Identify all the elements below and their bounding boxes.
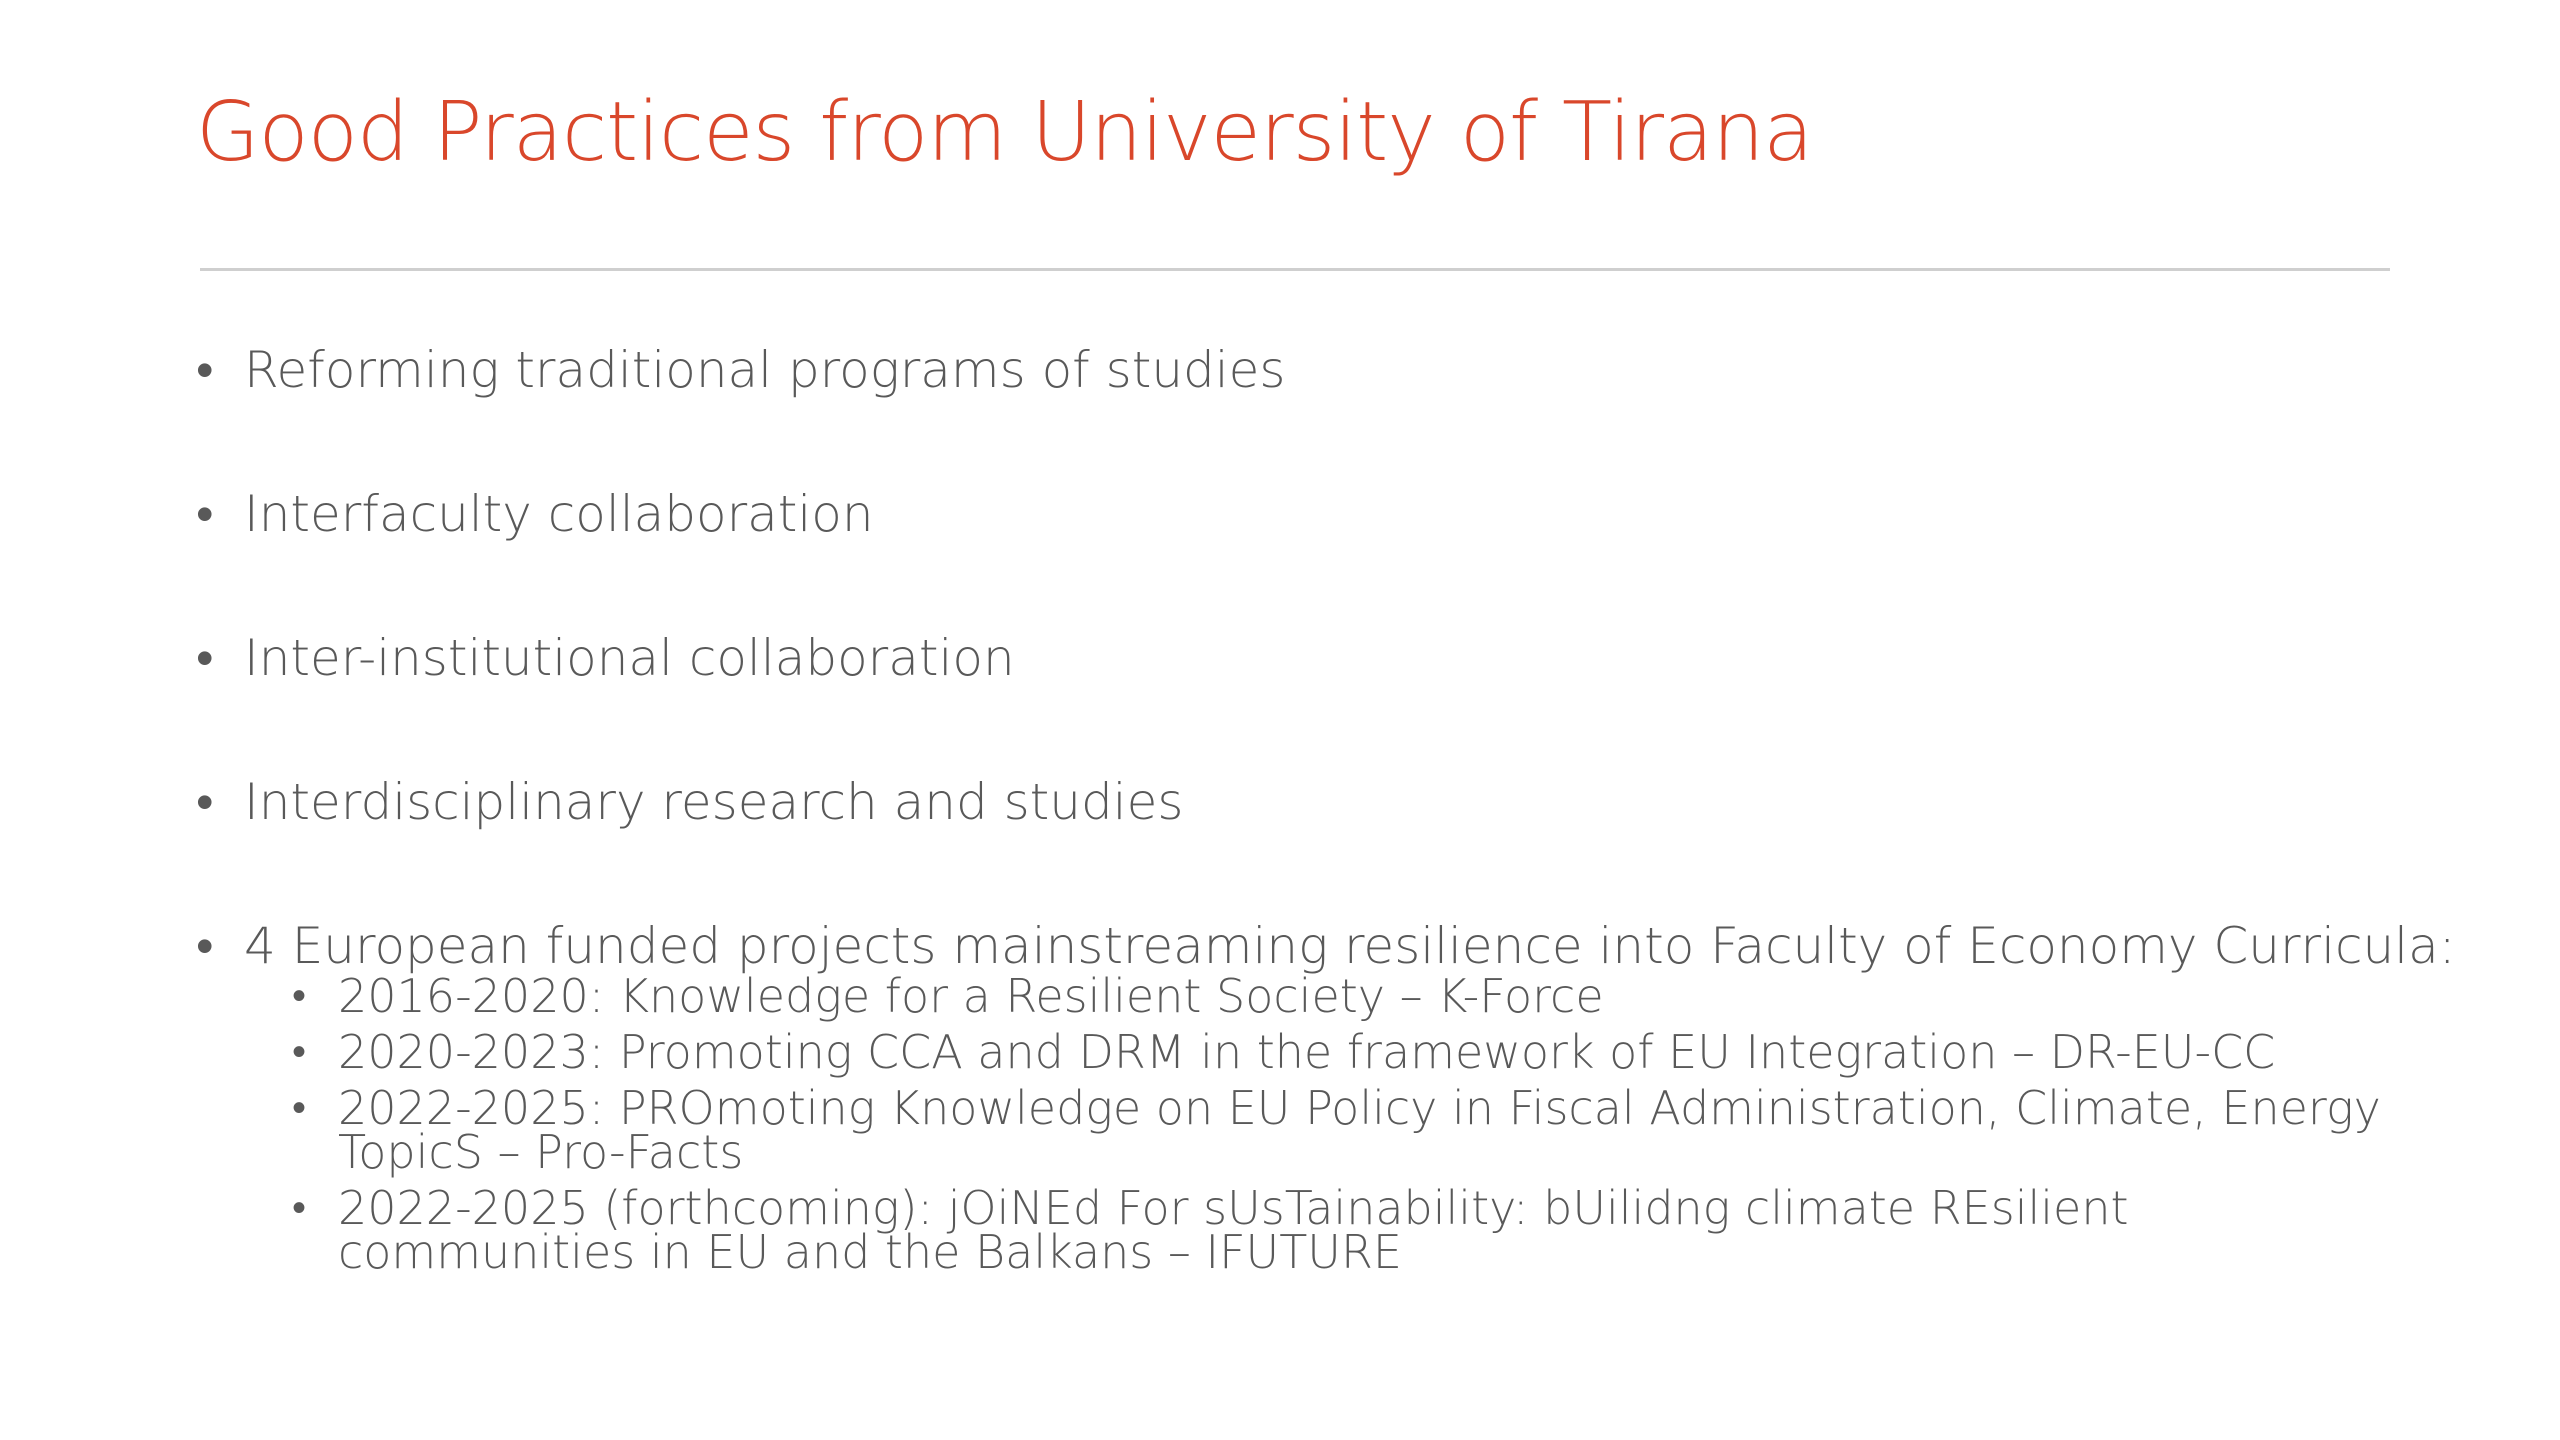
sub-bullet-text: 2022-2025: PROmoting Knowledge on EU Policy in Fiscal Administration, Climate, Energy TopicS – Pro-Facts (338, 1081, 2381, 1179)
slide-title: Good Practices from University of Tirana (196, 85, 1813, 180)
bullet-text: Reforming traditional programs of studies (244, 341, 1286, 399)
sub-bullet-item (292, 969, 2396, 1023)
sub-bullet-text: 2020-2023: Promoting CCA and DRM in the framework of EU Integration – DR-EU-CC (338, 1025, 2276, 1079)
sub-bullet-item (292, 1081, 2388, 1179)
bullet-dot: • (196, 485, 214, 543)
sub-bullet-dot: • (292, 973, 307, 1019)
bullet-dot: • (196, 629, 214, 687)
sub-bullet-dot: • (292, 1085, 307, 1131)
bullet-dot: • (196, 917, 214, 975)
bullet-text: 4 European funded projects mainstreaming resilience into Faculty of Economy Curricula: (244, 917, 2456, 975)
projects-bullet-group (196, 914, 2456, 1279)
bullet-list (196, 338, 2456, 1286)
bullet-dot: • (196, 341, 214, 399)
sub-bullet-dot: • (292, 1185, 307, 1231)
bullet-item (196, 338, 2396, 402)
sub-bullet-text: 2022-2025 (forthcoming): jOiNEd For sUsTainability: bUilidng climate REsilient communities in EU and the Balkans – IFUTURE (338, 1181, 2129, 1279)
bullet-item (196, 770, 2396, 834)
bullet-item (196, 626, 2396, 690)
sub-bullet-item (292, 1181, 2388, 1279)
sub-bullet-item (292, 1025, 2396, 1079)
bullet-item (196, 482, 2396, 546)
sub-bullet-text: 2016-2020: Knowledge for a Resilient Society – K-Force (338, 969, 1604, 1023)
bullet-text: Inter-institutional collaboration (244, 629, 1015, 687)
title-divider (200, 268, 2390, 271)
sub-bullet-dot: • (292, 1029, 307, 1075)
bullet-text: Interdisciplinary research and studies (244, 773, 1184, 831)
sub-bullet-list (196, 969, 2396, 1279)
bullet-dot: • (196, 773, 214, 831)
bullet-text: Interfaculty collaboration (244, 485, 874, 543)
